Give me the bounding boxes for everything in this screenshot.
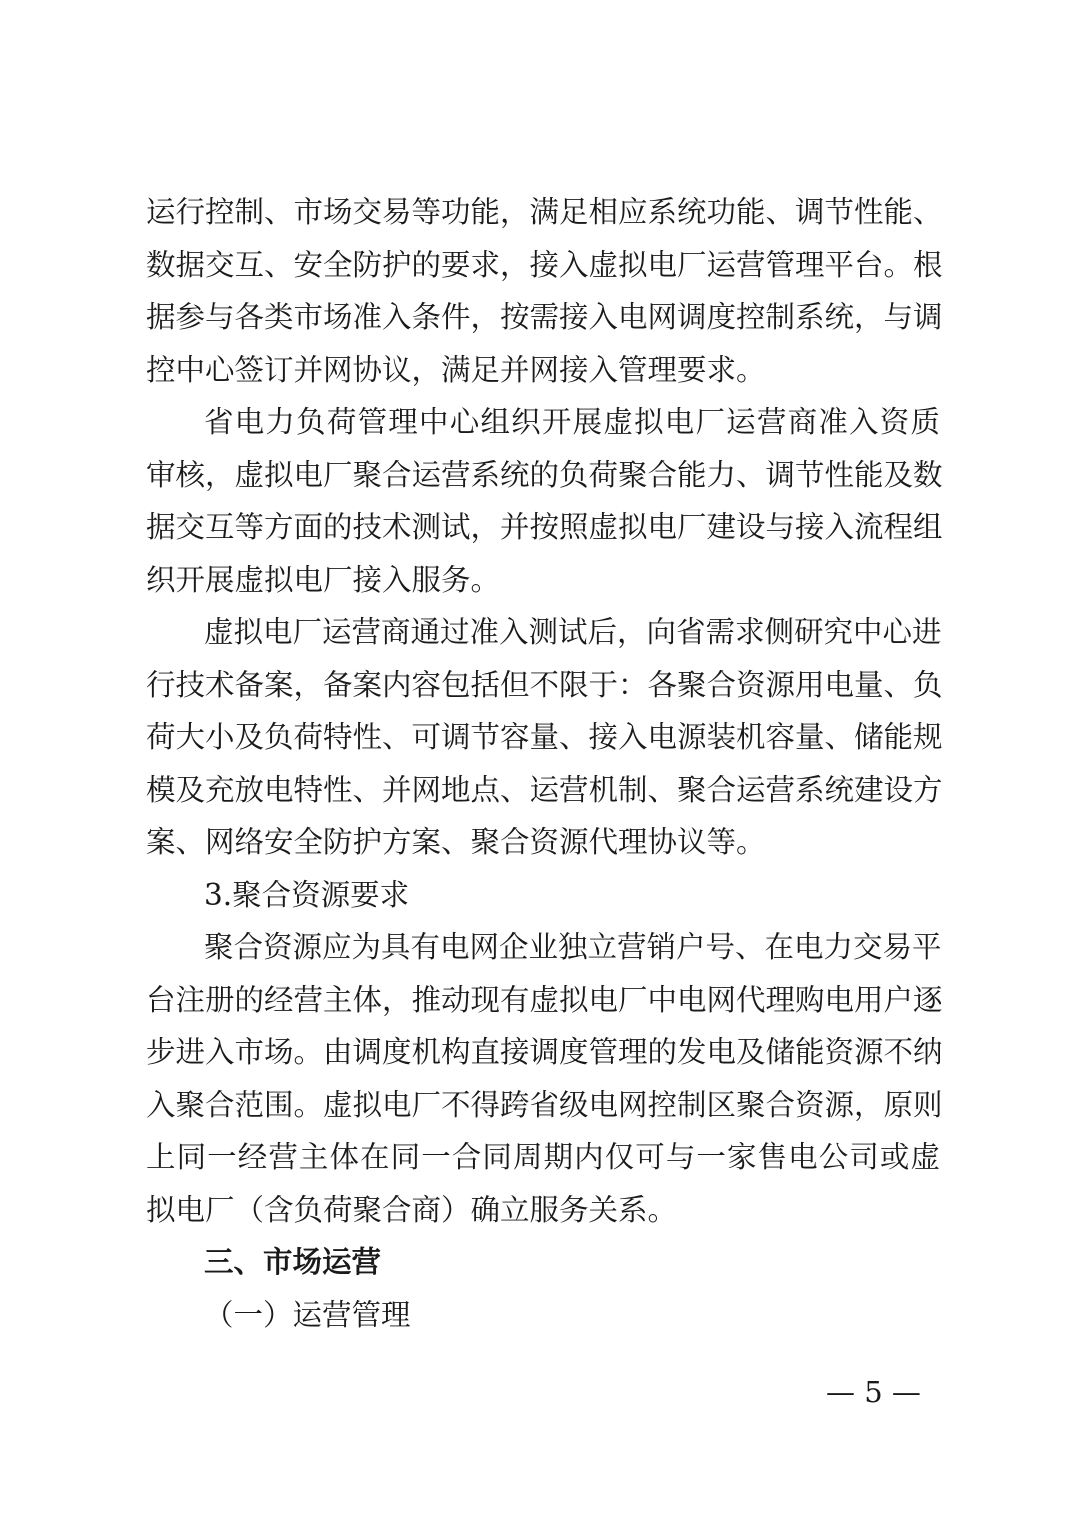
paragraph-line: 行技术备案，备案内容包括但不限于：各聚合资源用电量、负 (146, 668, 943, 702)
section-heading: 三、市场运营 (204, 1245, 382, 1279)
page-number: — 5 — (826, 1375, 921, 1409)
paragraph-line: 据参与各类市场准入条件，按需接入电网调度控制系统，与调 (146, 300, 943, 334)
paragraph-line: 模及充放电特性、并网地点、运营机制、聚合运营系统建设方 (146, 773, 943, 807)
paragraph-line: 上同一经营主体在同一合同周期内仅可与一家售电公司或虚 (146, 1140, 940, 1174)
subsection-heading: 3.聚合资源要求 (204, 878, 410, 912)
paragraph-line: 荷大小及负荷特性、可调节容量、接入电源装机容量、储能规 (146, 720, 943, 754)
paragraph-line: 运行控制、市场交易等功能，满足相应系统功能、调节性能、 (146, 195, 943, 229)
paragraph-line: 省电力负荷管理中心组织开展虚拟电厂运营商准入资质 (204, 405, 940, 439)
paragraph-line: 案、网络安全防护方案、聚合资源代理协议等。 (146, 825, 766, 859)
paragraph-line: 审核，虚拟电厂聚合运营系统的负荷聚合能力、调节性能及数 (146, 458, 943, 492)
paragraph-line: 入聚合范围。虚拟电厂不得跨省级电网控制区聚合资源，原则 (146, 1088, 943, 1122)
paragraph-line: 拟电厂（含负荷聚合商）确立服务关系。 (146, 1193, 678, 1227)
paragraph-line: 据交互等方面的技术测试，并按照虚拟电厂建设与接入流程组 (146, 510, 943, 544)
paragraph-line: 聚合资源应为具有电网企业独立营销户号、在电力交易平 (204, 930, 942, 964)
paragraph-line: 台注册的经营主体，推动现有虚拟电厂中电网代理购电用户逐 (146, 983, 943, 1017)
subsection-heading: （一）运营管理 (204, 1298, 411, 1332)
paragraph-line: 虚拟电厂运营商通过准入测试后，向省需求侧研究中心进 (204, 615, 942, 649)
paragraph-line: 步进入市场。由调度机构直接调度管理的发电及储能资源不纳 (146, 1035, 943, 1069)
paragraph-line: 数据交互、安全防护的要求，接入虚拟电厂运营管理平台。根 (146, 248, 943, 282)
paragraph-line: 控中心签订并网协议，满足并网接入管理要求。 (146, 353, 766, 387)
paragraph-line: 织开展虚拟电厂接入服务。 (146, 563, 501, 597)
